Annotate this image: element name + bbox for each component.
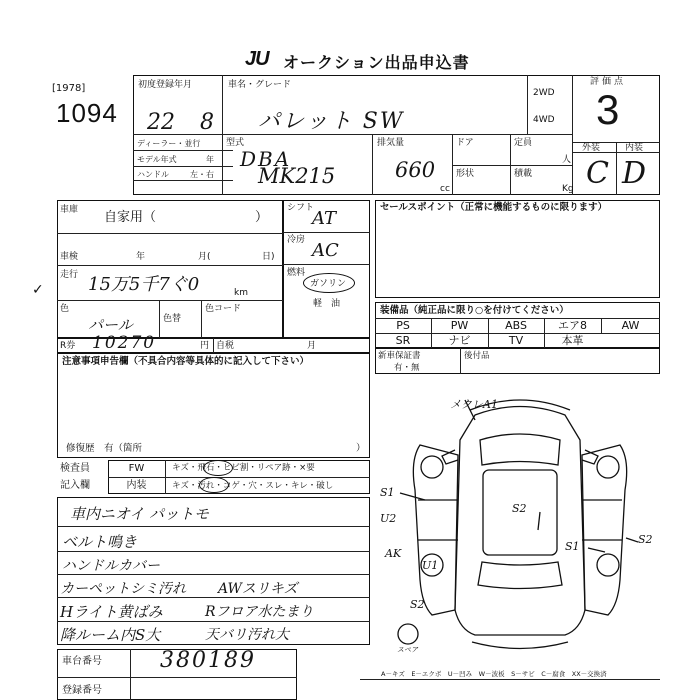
later-parts-label: 後付品 [464,351,490,361]
first-reg-month: 8 [200,110,214,135]
mark-s2-right: S2 [638,533,653,546]
recycle-month: 月 [307,341,317,351]
car-name-label: 車名・グレード [228,80,292,90]
inspection-label: 車検 [60,252,79,262]
handle-label: ハンドル [137,170,169,179]
first-reg-label: 初度登録年月 [138,80,193,90]
model-code: MK215 [258,164,336,188]
mark-s1-left: S1 [380,486,395,499]
remark-3: ハンドルカバー [62,558,160,574]
type-label: 型式 [226,138,245,148]
dealer-label: ディーラー・並行 [137,139,201,148]
cooling-label: 冷房 [287,235,306,245]
notes-label: 注意事項申告欄（不具合内容等具体的に記入して下さい） [62,356,310,367]
wd4-label: 4WD [533,115,555,125]
equip-pw: PW [450,319,469,332]
new-warranty-label: 新車保証書 [378,351,421,361]
recycle-value: 10270 [92,333,157,353]
displacement-label: 排気量 [377,138,405,148]
recycle-yen: 円 [200,341,210,351]
displacement-value: 660 [395,158,436,182]
sales-point-box [375,200,660,298]
equip-sr: SR [395,334,411,347]
check-mark: ✓ [32,282,44,298]
color-label: 色 [60,304,70,314]
model-year-label: モデル年式 [137,155,177,164]
inspection-year: 年 [136,252,146,262]
mileage-value: 15万5千7ぐ0 [88,274,200,295]
exterior-grade: C [586,156,609,191]
car-name: パレット SW [258,109,405,134]
person-unit: 人 [562,155,572,165]
equip-ps: PS [396,319,410,332]
form-title: オークション出品申込書 [283,53,470,72]
mark-s2-mid: S2 [512,502,527,515]
mark-s1-right: S1 [565,540,580,553]
interior-grade: D [622,156,647,191]
shako-close: ） [255,210,269,225]
gasoline-circle [303,273,355,293]
color-change-label: 色替 [163,314,182,324]
exterior-label: 外装 [582,143,601,153]
gasoline-option: ガソリン [310,279,347,289]
remark-right-6: Rフロア水たまり [205,604,314,620]
mileage-label: 走行 [60,270,79,280]
equip-airbag: エア8 [558,319,587,332]
equip-aw: AW [621,319,640,332]
interior-label: 内装 [625,143,644,153]
equip-tv: TV [508,334,524,347]
km-label: km [234,288,248,298]
door-label: ドア [456,138,474,148]
fixed-label: 定員 [514,138,533,148]
entry-label: 記入欄 [60,480,90,491]
damage-legend: A－キズ E－エクボ U－凹み W－波板 S－サビ C－腐食 XX－交換済 [381,670,607,678]
mark-ak: AK [385,547,402,560]
model-year-unit: 年 [206,155,214,164]
recycle-tax: 自税 [216,341,235,351]
chip-circle [203,460,233,476]
mark-u1: U1 [422,559,439,572]
chassis-label: 車台番号 [62,656,102,667]
inspection-day: 日) [262,252,275,262]
color-code-label: 色コード [205,304,242,314]
type-value: DBA [240,147,292,171]
score-value: 3 [596,86,620,133]
load-label: 積載 [514,169,533,179]
car-damage-diagram [380,380,670,660]
ju-logo: JU [245,48,269,70]
first-reg-year: 22 [147,110,175,135]
diesel-option: 軽 油 [313,299,341,309]
exterior-defects: キズ・飛石・ヒビ割・リペア跡・×要 [172,463,315,473]
repair-close: ） [356,443,366,454]
recycle-label: R券 [60,341,76,351]
registration-label: 登録番号 [62,685,102,696]
shape-label: 形状 [456,169,475,179]
equipment-label: 装備品（純正品に限り○を付けてください） [380,305,569,316]
remark-4: カーペットシミ汚れ [60,581,186,597]
shako-label: 車庫 [60,205,79,215]
cooling-value: AC [312,240,339,261]
shako-value: 自家用（ [104,210,157,225]
warranty-options: 有・無 [394,363,420,373]
color-value: パール [88,316,133,334]
mark-u2: U2 [380,512,397,525]
repair-label: 修復歴 有（箇所 [66,443,143,454]
shift-value: AT [312,208,337,229]
equip-navi: ナビ [448,334,471,347]
remark-6: 降ルーム内S大 [60,626,161,644]
score-label: 評価点 [590,77,627,87]
equip-abs: ABS [505,319,527,332]
fuel-label: 燃料 [287,268,306,278]
stain-circle [199,477,229,493]
remark-right-5: AWスリキズ [218,581,298,597]
mark-mekure-a1: メクレA1 [450,398,498,411]
handle-options: 左・右 [190,170,214,179]
wd2-label: 2WD [533,88,555,98]
inspector-label: 検査員 [60,463,90,474]
equip-leather: 本革 [561,334,584,347]
lot-number: 1094 [56,98,118,128]
remark-right-7: 天バリ汚れ大 [205,627,289,643]
mark-spare: スペア [397,646,418,654]
cc-label: cc [440,184,450,194]
chassis-number: 380189 [160,648,256,673]
remark-1: 車内ニオイ パットモ [70,505,210,523]
remark-2: ベルト鳴き [62,533,138,551]
mark-s2-bottom: S2 [410,598,425,611]
remark-5: Hライト黄ばみ [60,603,163,621]
kg-label: Kg [562,184,574,194]
sales-point-label: セールスポイント（正常に機能するものに限ります） [380,202,608,213]
inspection-month: 月( [198,252,211,262]
fw-label: FW [128,463,145,474]
form-code: [1978] [52,83,86,94]
shift-label: シフト [287,203,315,213]
interior-defects: キズ・汚れ・コゲ・穴・スレ・キレ・破し [172,481,334,491]
interior-inspect-label: 内装 [126,480,147,491]
